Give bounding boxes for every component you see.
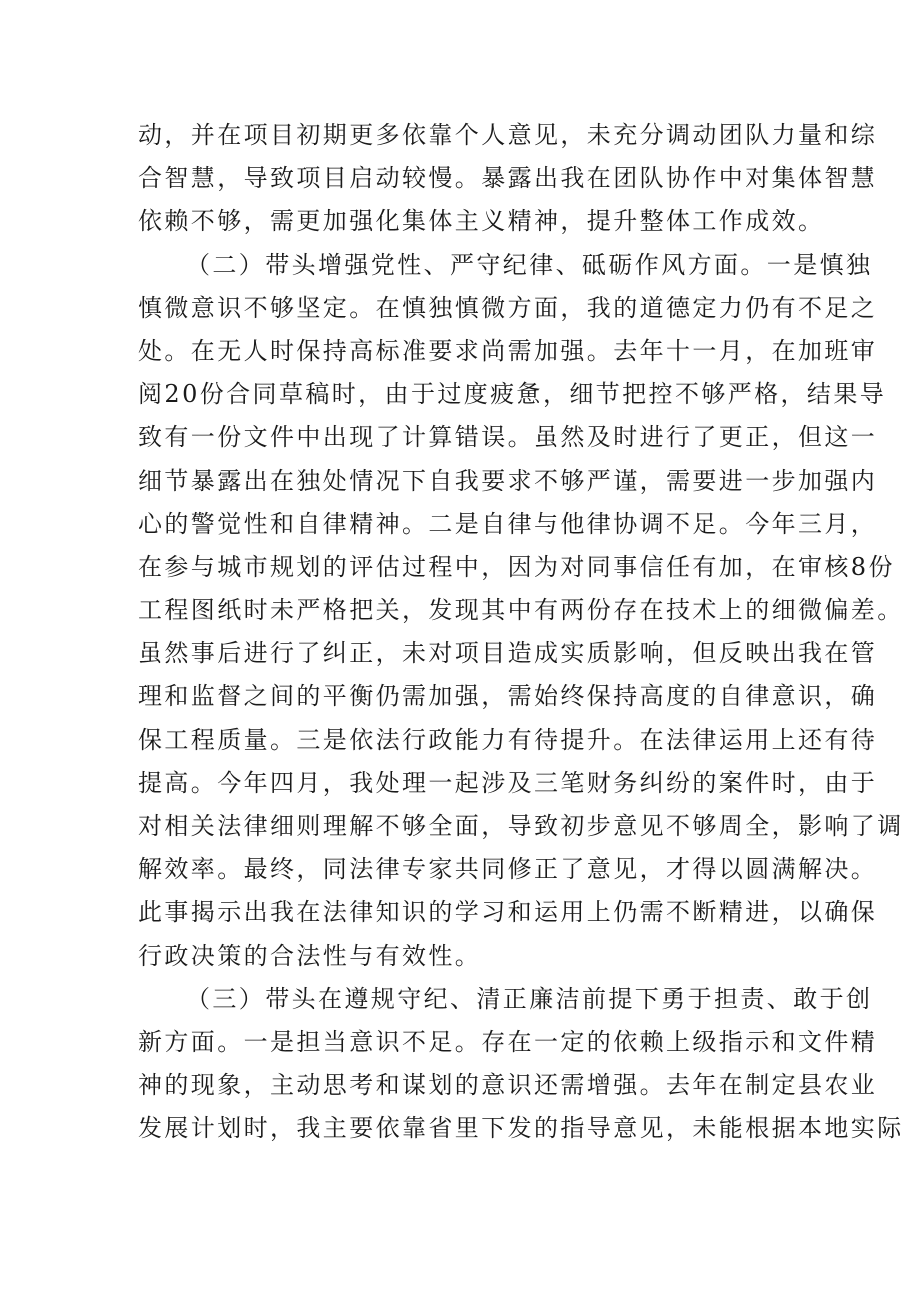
text-line: 依赖不够，需更加强化集体主义精神，提升整体工作成效。 [138, 207, 825, 236]
text-line: 此事揭示出我在法律知识的学习和运用上仍需不断精进，以确保 [138, 898, 878, 927]
text-line: 致有一份文件中出现了计算错误。虽然及时进行了更正，但这一 [138, 423, 878, 452]
text-line: 工程图纸时未严格把关，发现其中有两份存在技术上的细微偏差。 [138, 596, 904, 625]
section-heading-line: （三）带头在遵规守纪、清正廉洁前提下勇于担责、敢于创 [186, 984, 873, 1013]
document-body [138, 114, 904, 1151]
text-line: 在参与城市规划的评估过程中，因为对同事信任有加，在审核8份 [138, 552, 895, 581]
text-line: 提高。今年四月，我处理一起涉及三笔财务纠纷的案件时，由于 [138, 768, 878, 797]
text-line: 新方面。一是担当意识不足。存在一定的依赖上级指示和文件精 [138, 1027, 878, 1056]
text-line: 对相关法律细则理解不够全面，导致初步意见不够周全，影响了调 [138, 812, 904, 840]
text-line: 合智慧，导致项目启动较慢。暴露出我在团队协作中对集体智慧 [138, 164, 878, 193]
text-line: 神的现象，主动思考和谋划的意识还需增强。去年在制定县农业 [138, 1071, 878, 1100]
text-line: 理和监督之间的平衡仍需加强，需始终保持高度的自律意识，确 [138, 682, 878, 711]
section-heading-line: （二）带头增强党性、严守纪律、砥砺作风方面。一是慎独 [186, 250, 873, 279]
text-line: 保工程质量。三是依法行政能力有待提升。在法律运用上还有待 [138, 725, 878, 754]
text-line: 发展计划时，我主要依靠省里下发的指导意见，未能根据本地实际 [138, 1114, 904, 1143]
text-line: 虽然事后进行了纠正，未对项目造成实质影响，但反映出我在管 [138, 639, 878, 668]
text-line: 解效率。最终，同法律专家共同修正了意见，才得以圆满解决。 [138, 855, 878, 884]
text-line: 处。在无人时保持高标准要求尚需加强。去年十一月，在加班审 [138, 336, 878, 365]
text-line: 行政决策的合法性与有效性。 [138, 941, 482, 970]
text-line: 细节暴露出在独处情况下自我要求不够严谨，需要进一步加强内 [138, 466, 878, 495]
text-line: 心的警觉性和自律精神。二是自律与他律协调不足。今年三月， [138, 509, 878, 538]
text-line: 慎微意识不够坚定。在慎独慎微方面，我的道德定力仍有不足之 [138, 293, 878, 322]
text-line: 动，并在项目初期更多依靠个人意见，未充分调动团队力量和综 [138, 121, 878, 149]
text-line: 阅20份合同草稿时，由于过度疲惫，细节把控不够严格，结果导 [138, 380, 887, 409]
